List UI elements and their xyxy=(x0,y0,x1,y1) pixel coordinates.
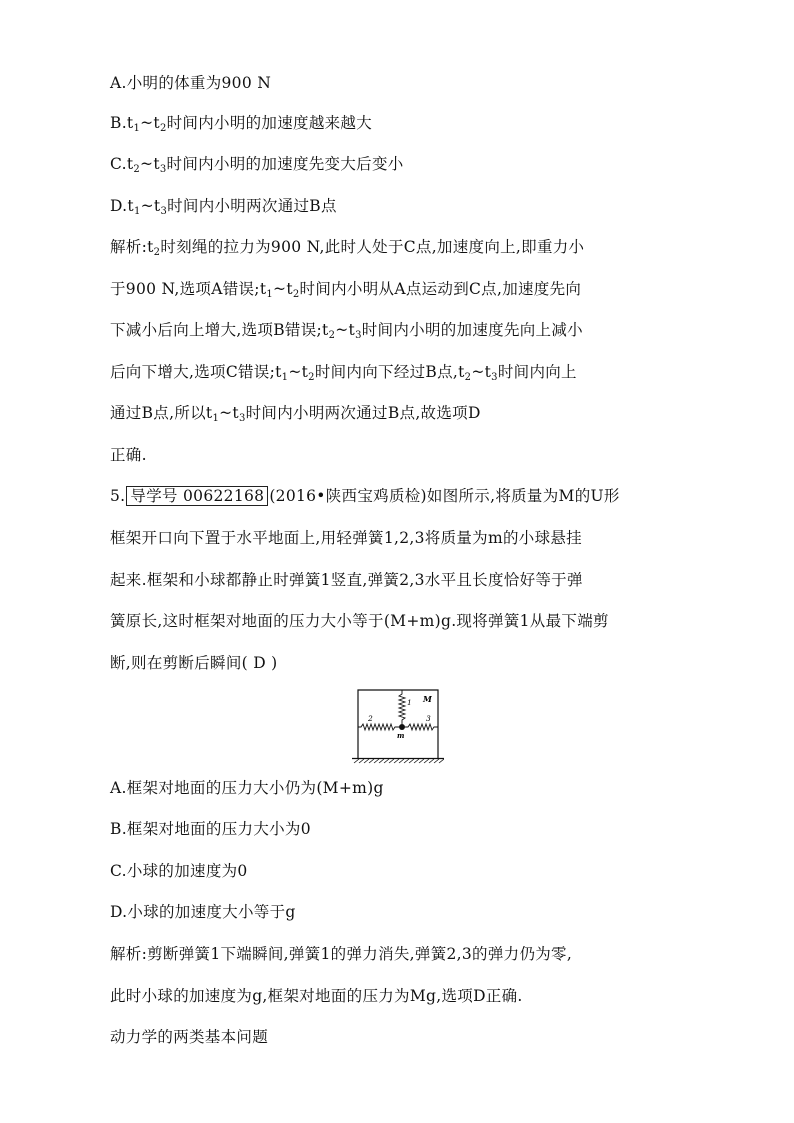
section-title: 动力学的两类基本问题 xyxy=(110,1028,269,1046)
option-q5-d: D.小球的加速度大小等于g xyxy=(110,903,296,921)
spring-1-label: 1 xyxy=(407,698,412,707)
question-number: 5. xyxy=(110,487,126,505)
frame-mass-label: M xyxy=(423,694,432,704)
analysis-q4-line-4: 后向下增大,选项C错误$;t_1\sim t_2$时间内向下经过B点$,t_2\sim t_3$时间内向上 xyxy=(110,363,577,383)
spring-frame-diagram xyxy=(352,686,444,768)
spring-1 xyxy=(399,690,405,724)
option-q5-c: C.小球的加速度为0 xyxy=(110,862,248,880)
question-5-line-2: 框架开口向下置于水平地面上,用轻弹簧1,2,3将质量为m的小球悬挂 xyxy=(110,529,582,547)
option-q5-a: A.框架对地面的压力大小仍为(M+m)g xyxy=(110,779,384,797)
option-q5-b: B.框架对地面的压力大小为0 xyxy=(110,820,311,838)
analysis-q5-line-2: 此时小球的加速度为g,框架对地面的压力为Mg,选项D正确. xyxy=(110,987,523,1005)
analysis-q4-line-2: 于900 N,选项A错误$;t_1\sim t_2$时间内小明从A点运动到C点,加速度先向 xyxy=(110,280,582,300)
spring-2 xyxy=(358,724,399,730)
option-q4-c: $C.t_2\sim t_3$时间内小明的加速度先变大后变小 xyxy=(110,155,404,175)
question-5-line-1: 5. 导学号 00622168 (2016•陕西宝鸡质检)如图所示,将质量为M的U形 xyxy=(110,487,620,505)
analysis-q4-line-5: 通过B点,所以$t_1\sim t_3$时间内小明两次通过B点,故选项D xyxy=(110,404,481,424)
option-q4-b: $B.t_1\sim t_2$时间内小明的加速度越来越大 xyxy=(110,114,373,134)
analysis-q5-line-1: 解析:剪断弹簧1下端瞬间,弹簧1的弹力消失,弹簧2,3的弹力仍为零, xyxy=(110,945,573,963)
question-5-line-3: 起来.框架和小球都静止时弹簧1竖直,弹簧2,3水平且长度恰好等于弹 xyxy=(110,571,583,589)
option-q4-a: A.小明的体重为900 N xyxy=(110,74,272,92)
question-5-line-5: 断,则在剪断后瞬间( D ) xyxy=(110,654,278,672)
option-q4-d: $D.t_1\sim t_3$时间内小明两次通过B点 xyxy=(110,197,337,217)
analysis-q4-line-6: 正确. xyxy=(110,446,147,464)
question-5-line-4: 簧原长,这时框架对地面的压力大小等于(M+m)g.现将弹簧1从最下端剪 xyxy=(110,612,609,630)
spring-2-label: 2 xyxy=(368,714,373,723)
question-tag: 导学号 00622168 xyxy=(126,486,268,506)
ground-hatching xyxy=(354,759,444,763)
spring-3-label: 3 xyxy=(426,714,431,723)
analysis-q4-line-1: 解析$:t_2$时刻绳的拉力为900 N,此时人处于C点,加速度向上,即重力小 xyxy=(110,238,585,258)
ball-mass-label: m xyxy=(397,731,405,740)
analysis-q4-line-3: 下减小后向上增大,选项B错误$;t_2\sim t_3$时间内小明的加速度先向上减小 xyxy=(110,321,583,341)
ball xyxy=(399,724,405,730)
spring-3 xyxy=(405,724,438,730)
